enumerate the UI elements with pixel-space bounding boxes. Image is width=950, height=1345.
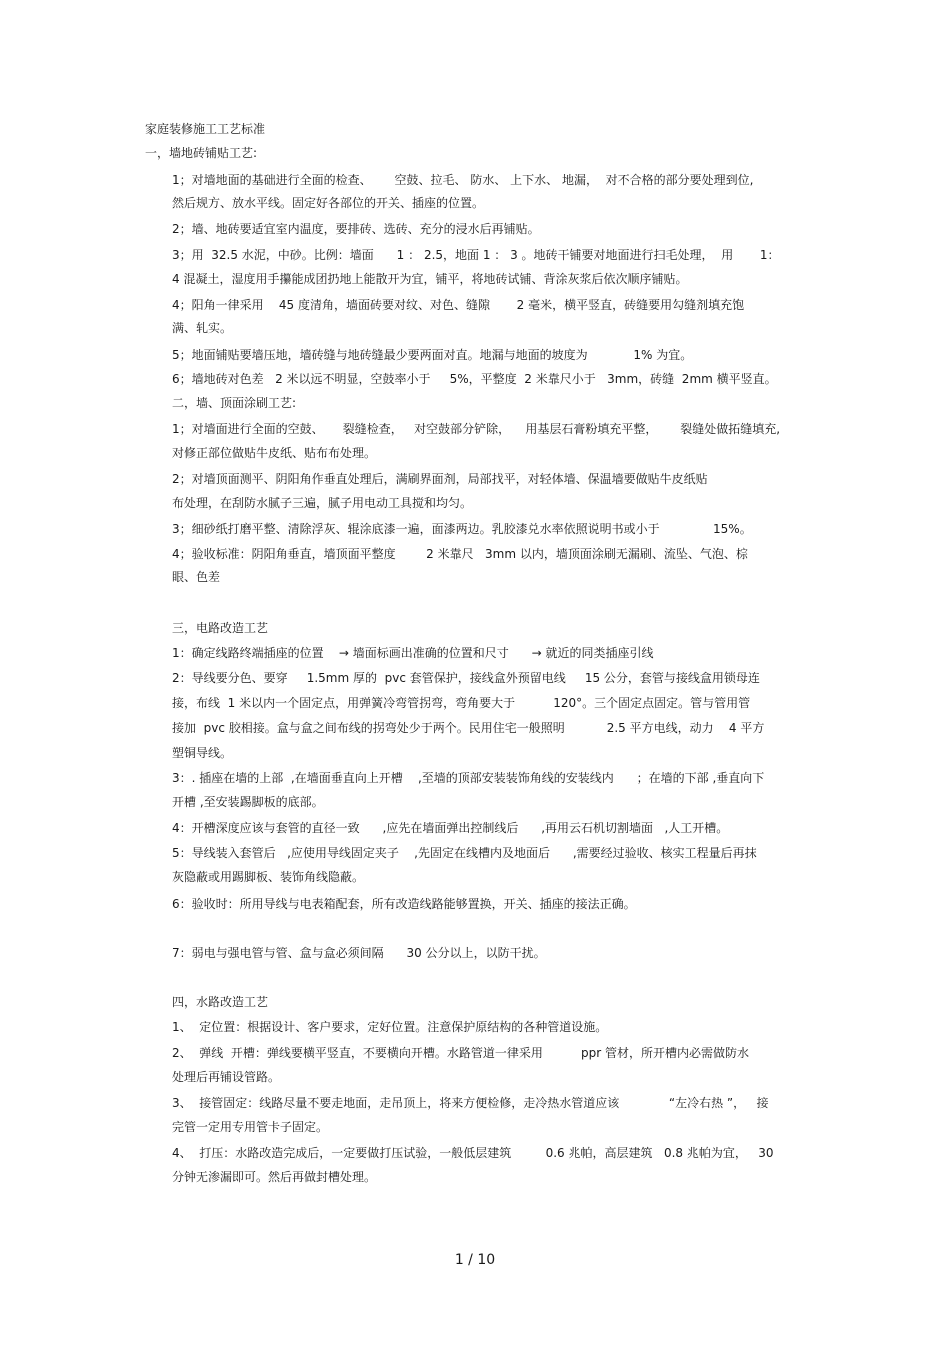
s3-p3-line1: 3：. 插座在墙的上部 ,在墙面垂直向上开槽 ,至墙的顶部安装装饰角线的安装线内 ；在墙的下部 ,垂直向下 [172,771,765,785]
s3-p4-line1: 4：开槽深度应该与套管的直径一致 ,应先在墙面弹出控制线后 ,再用云石机切割墙面 ,人工开槽。 [172,821,729,835]
s1-p3-line1: 3；用 32.5 水泥，中砂。比例：墙面 1 ： 2.5，地面 1 ： 3 。地砖干铺要对地面进行扫毛处理， 用 1： [172,248,780,262]
doc-title: 家庭装修施工工艺标准 [145,122,266,136]
s2-p1-line1: 1；对墙面进行全面的空鼓、 裂缝检查， 对空鼓部分铲除， 用基层石膏粉填充平整， 裂缝处做拓缝填充, [172,422,781,436]
s1-p2-line1: 2；墙、地砖要适宜室内温度，要排砖、选砖、充分的浸水后再铺贴。 [172,222,540,236]
s3-p1-line1: 1：确定线路终端插座的位置 → 墙面标画出准确的位置和尺寸 → 就近的同类插座引线 [172,646,654,660]
s3-p2-line2: 接，布线 1 米以内一个固定点，用弹簧冷弯管拐弯，弯角要大于 120°。三个固定点固定。管与管用管 [172,696,751,710]
s1-p5-line1: 5；地面铺贴要墙压地，墙砖缝与地砖缝最少要两面对直。地漏与地面的坡度为 1% 为宜。 [172,348,693,362]
s3-p5-line2: 灰隐蔽或用踢脚板、装饰角线隐蔽。 [172,870,365,884]
s4-p3-line1: 3、 接管固定：线路尽量不要走地面，走吊顶上，将来方便检修，走冷热水管道应该 “左冷右热 ”， 接 [172,1096,769,1110]
s2-p1-line2: 对修正部位做贴牛皮纸、贴布布处理。 [172,446,377,460]
s1-p1-line1: 1；对墙地面的基础进行全面的检查、 空鼓、拉毛、 防水、 上下水、 地漏， 对不合格的部分要处理到位, [172,173,754,187]
s3-p3-line2: 开槽 ,至安装踢脚板的底部。 [172,795,324,809]
s1-p3-line2: 4 混凝土，湿度用手攥能成团扔地上能散开为宜，铺平，将地砖试铺、背涂灰浆后依次顺序铺贴。 [172,272,688,286]
s3-p2-line3: 接加 pvc 胶相接。盒与盒之间布线的拐弯处少于两个。民用住宅一般照明 2.5 平方电线，动力 4 平方 [172,721,765,735]
section-1-heading: 一，墙地砖铺贴工艺: [145,146,258,160]
s3-p5-line1: 5：导线装入套管后 ,应使用导线固定夹子 ,先固定在线槽内及地面后 ,需要经过验收、核实工程量后再抹 [172,846,757,860]
s2-p2-line1: 2；对墙顶面测平、阴阳角作垂直处理后，满刷界面剂，局部找平，对轻体墙、保温墙要做贴牛皮纸贴 [172,472,708,486]
s2-p4-line1: 4；验收标准：阴阳角垂直，墙顶面平整度 2 米靠尺 3mm 以内，墙顶面涂刷无漏刷、流坠、气泡、棕 [172,547,748,561]
s1-p1-line2: 然后规方、放水平线。固定好各部位的开关、插座的位置。 [172,196,485,210]
s4-p3-line2: 完管一定用专用管卡子固定。 [172,1120,329,1134]
s2-p3-line1: 3；细砂纸打磨平整、清除浮灰、辊涂底漆一遍，面漆两边。乳胶漆兑水率依照说明书或小于 15%。 [172,522,752,536]
s4-p2-line1: 2、 弹线 开槽：弹线要横平竖直，不要横向开槽。水路管道一律采用 ppr 管材，所开槽内必需做防水 [172,1046,750,1060]
section-4-heading: 四，水路改造工艺 [172,995,269,1009]
s4-p1-line1: 1、 定位置：根据设计、客户要求，定好位置。注意保护原结构的各种管道设施。 [172,1020,608,1034]
s1-p4-line2: 满、轧实。 [172,321,233,335]
s4-p2-line2: 处理后再铺设管路。 [172,1070,281,1084]
s4-p4-line2: 分钟无渗漏即可。然后再做封槽处理。 [172,1170,377,1184]
s2-p2-line2: 布处理，在刮防水腻子三遍，腻子用电动工具搅和均匀。 [172,496,473,510]
section-2-heading: 二，墙、顶面涂刷工艺: [172,396,297,410]
page-number: 1 / 10 [454,1252,496,1268]
s3-p7-line1: 7：弱电与强电管与管、盒与盒必须间隔 30 公分以上，以防干扰。 [172,946,546,960]
s2-p4-line2: 眼、色差 [172,570,221,584]
s3-p2-line1: 2：导线要分色、要穿 1.5mm 厚的 pvc 套管保护，接线盒外预留电线 15 公分，套管与接线盒用锁母连 [172,671,760,685]
s3-p6-line1: 6：验收时：所用导线与电表箱配套，所有改造线路能够置换，开关、插座的接法正确。 [172,897,636,911]
s1-p6-line1: 6；墙地砖对色差 2 米以远不明显，空鼓率小于 5%，平整度 2 米靠尺小于 3mm，砖缝 2mm 横平竖直。 [172,372,777,386]
s3-p2-line4: 塑铜导线。 [172,746,233,760]
s1-p4-line1: 4；阳角一律采用 45 度清角，墙面砖要对纹、对色、缝隙 2 毫米，横平竖直，砖缝要用勾缝剂填充饱 [172,298,745,312]
section-3-heading: 三，电路改造工艺 [172,621,269,635]
s4-p4-line1: 4、 打压：水路改造完成后，一定要做打压试验，一般低层建筑 0.6 兆帕，高层建筑 0.8 兆帕为宜， 30 [172,1146,774,1160]
